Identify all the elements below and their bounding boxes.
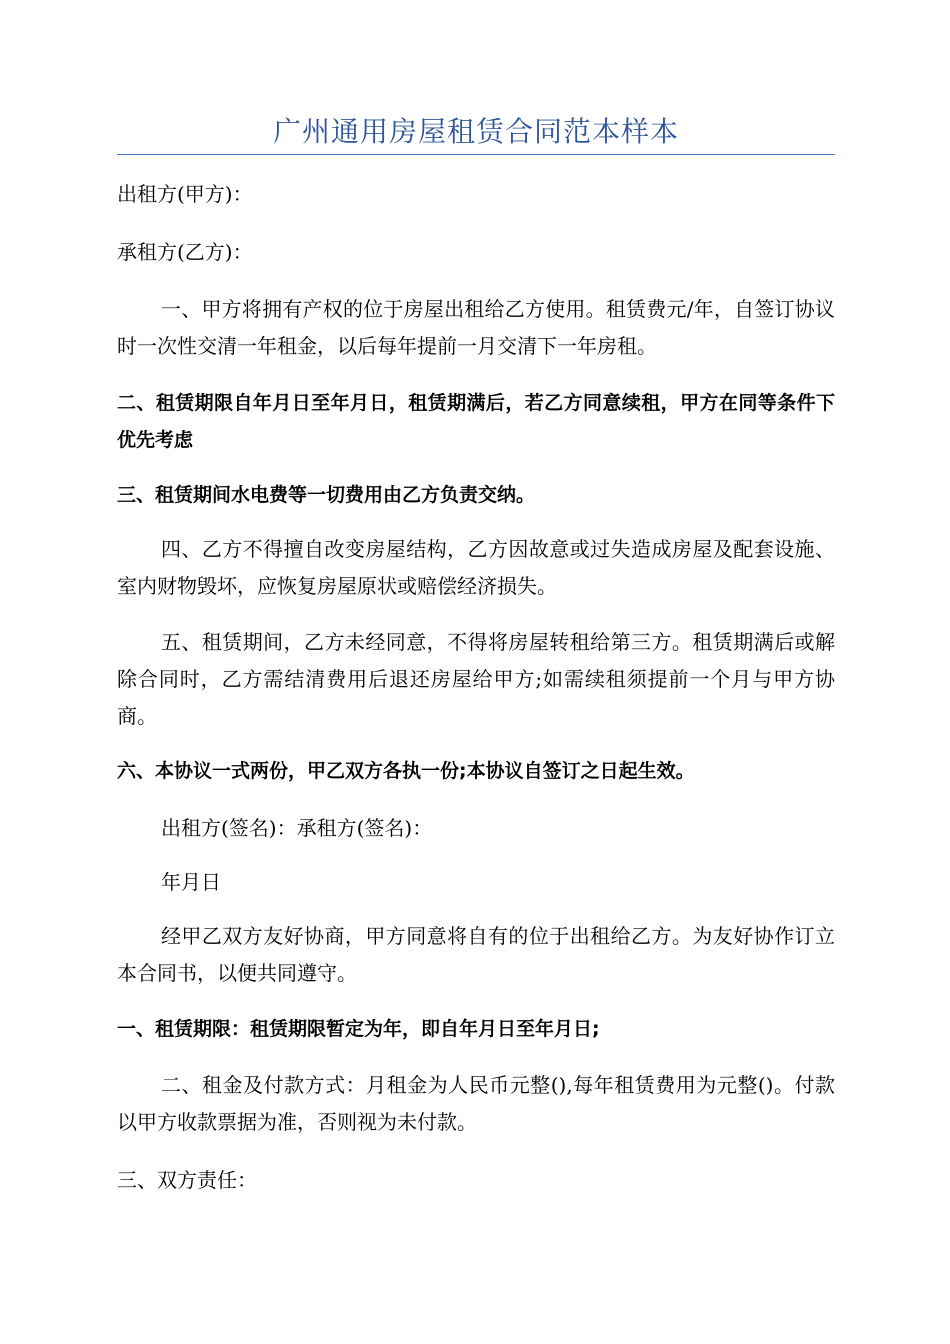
- document-title: 广州通用房屋租赁合同范本样本: [272, 115, 679, 148]
- clause-2: 二、租赁期限自年月日至年月日，租赁期满后，若乙方同意续租，甲方在同等条件下优先考虑: [117, 392, 835, 451]
- term-clause: 一、租赁期限：租赁期限暂定为年，即自年月日至年月日;: [117, 1018, 600, 1040]
- date-line: 年月日: [161, 870, 221, 894]
- clause-4: 四、乙方不得擅自改变房屋结构，乙方因故意或过失造成房屋及配套设施、室内财物毁坏，应恢复房屋原状或赔偿经济损失。: [117, 537, 835, 598]
- title-underline: [117, 154, 835, 155]
- signature-line: 出租方(签名)：承租方(签名)：: [161, 816, 433, 840]
- party-a-line: 出租方(甲方)：: [117, 182, 253, 206]
- rent-payment-clause: 二、租金及付款方式：月租金为人民币元整(),每年租赁费用为元整()。付款以甲方收款票据为准，否则视为未付款。: [117, 1073, 835, 1134]
- clause-6: 六、本协议一式两份，甲乙双方各执一份;本协议自签订之日起生效。: [117, 760, 695, 782]
- clause-3: 三、租赁期间水电费等一切费用由乙方负责交纳。: [117, 484, 536, 506]
- clause-5: 五、租赁期间，乙方未经同意，不得将房屋转租给第三方。租赁期满后或解除合同时，乙方需结清费用后退还房屋给甲方;如需续租须提前一个月与甲方协商。: [117, 630, 835, 728]
- clause-1: 一、甲方将拥有产权的位于房屋出租给乙方使用。租赁费元/年，自签订协议时一次性交清一年租金，以后每年提前一月交清下一年房租。: [117, 297, 835, 358]
- agreement-intro: 经甲乙双方友好协商，甲方同意将自有的位于出租给乙方。为友好协作订立本合同书，以便共同遵守。: [117, 924, 835, 985]
- responsibilities-heading: 三、双方责任：: [117, 1168, 257, 1192]
- party-b-line: 承租方(乙方)：: [117, 240, 253, 264]
